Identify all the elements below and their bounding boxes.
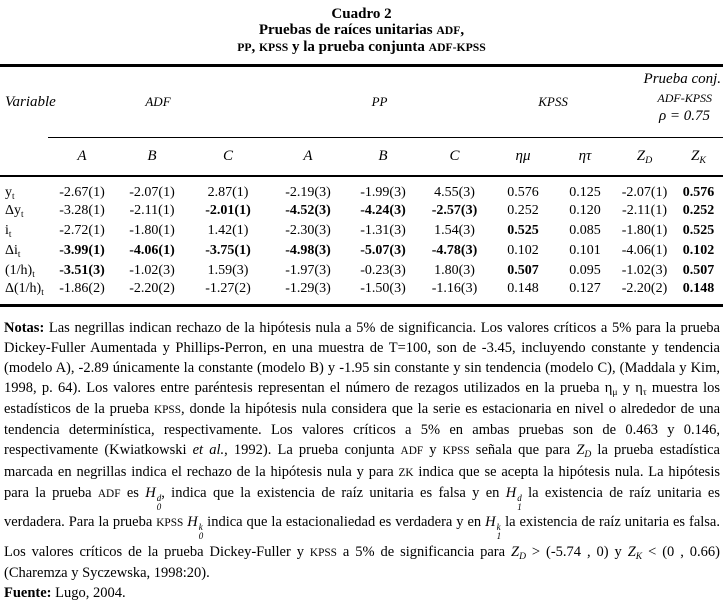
cell-adf-a: -2.72(1) — [59, 222, 105, 238]
conjoint-label: Prueba conj. — [643, 71, 722, 87]
table-row — [0, 221, 723, 241]
cell-eta-tau: 0.125 — [569, 184, 601, 200]
title-line-3: PP, KPSS y la prueba conjunta ADF-KPSS — [237, 39, 486, 55]
cell-eta-tau: 0.127 — [569, 280, 601, 296]
header-pp-group: PP — [268, 66, 491, 138]
cell-zk: 0.102 — [682, 242, 715, 258]
row-variable-label: $y_t$ — [5, 184, 15, 201]
row-variable-label: $(1/h)_t$ — [5, 262, 35, 279]
cell-zd: -4.06(1) — [621, 242, 668, 258]
cell-adf-a: -2.67(1) — [59, 184, 105, 200]
table-row — [0, 201, 723, 221]
group-header-row — [0, 66, 723, 138]
subheader-pp-a: A — [268, 138, 348, 176]
cell-pp-c: 1.80(3) — [434, 262, 475, 278]
table-row — [0, 261, 723, 281]
cell-adf-c: -1.27(2) — [205, 280, 251, 296]
cell-eta-mu: 0.252 — [507, 202, 539, 218]
cell-eta-mu: 0.507 — [507, 262, 539, 278]
cell-pp-a: -1.97(3) — [285, 262, 331, 278]
cell-zk: 0.252 — [682, 202, 715, 218]
notes-paragraph: Notas: Las negrillas indican rechazo de la hipótesis nula a 5% de significancia. Los valores críticos a 5% para la prueba Dickey-Fuller Aumentada y Phillips-Perron, en una muestra de T=100, son de -3.45, incluyendo constante y tendencia (modelo A), -2.89 únicamente la constante (modelo B) y -1.95 sin constante y sin tendencia (modelo C), (Maddala y Kim, 1998, p. 64). Los valores entre paréntesis representan el número de rezagos utilizados en la prueba $\eta_\mu$ y $\eta_\tau$ muestra los estadísticos de la prueba KPSS, donde la hipótesis nula considera que la serie es estacionaria en nivel o alrededor de una tendencia determinística, respectivamente. Los valores críticos a 5% en ambas pruebas son de 0.463 y 0.146, respectivamente (Kwiatkowski et al., 1992). La prueba conjunta ADF y KPSS señala que para $Z_D$ la prueba estadística marcada en negrillas indica el rechazo de la hipótesis nula y para ZK indica que se acepta la hipótesis nula. La hipótesis para la prueba ADF es H d 0 , indica que la existencia de raíz unitaria es falsa y en H d 1 la existencia de raíz unitaria es verdadera. Para la prueba KPSS H k 0 indica que la estacionaliedad es verdadera y en H k 1 la existencia de raíz unitaria es falsa. Los valores críticos de la prueba Dickey-Fuller y KPSS a 5% de significancia para $Z_D > (-5.74$ , 0) y $Z_K < (0$ , 0.66) (Charemza y Syczewska, 1998:20). — [4, 319, 721, 581]
cell-adf-c: -3.75(1) — [205, 242, 251, 258]
cell-eta-tau: 0.101 — [569, 242, 601, 258]
subheader-pp-c: C — [418, 138, 491, 176]
cell-pp-a: -4.98(3) — [285, 242, 331, 258]
cell-pp-a: -4.52(3) — [285, 202, 331, 218]
cell-eta-mu: 0.102 — [507, 242, 539, 258]
cell-eta-tau: 0.120 — [569, 202, 601, 218]
cell-adf-c: 1.42(1) — [207, 222, 249, 238]
cell-adf-b: -1.80(1) — [129, 222, 175, 238]
cell-adf-b: -2.20(2) — [129, 280, 175, 296]
title-line-1: Cuadro 2 — [331, 6, 392, 22]
cell-pp-c: -4.78(3) — [431, 242, 478, 258]
subheader-adf-a: A — [48, 138, 116, 176]
row-variable-label: $i_t$ — [5, 222, 12, 239]
table-row — [0, 241, 723, 261]
cell-adf-a: -1.86(2) — [59, 280, 105, 296]
subheader-adf-c: C — [188, 138, 268, 176]
cell-adf-c: 1.59(3) — [207, 262, 249, 278]
conjoint-rho-value: ρ = 0.75 — [658, 108, 711, 124]
cell-adf-c: 2.87(1) — [207, 184, 249, 200]
cell-pp-c: -2.57(3) — [431, 202, 478, 218]
cell-pp-b: -1.31(3) — [360, 222, 406, 238]
cell-adf-a: -3.28(1) — [59, 202, 105, 218]
cell-zd: -2.07(1) — [621, 184, 668, 200]
row-variable-label: $\Delta(1/h)_t$ — [5, 280, 44, 297]
cell-pp-a: -2.19(3) — [285, 184, 331, 200]
subheader-row — [0, 138, 723, 176]
cell-adf-c: -2.01(1) — [205, 202, 251, 218]
subheader-eta-tau: ητ — [555, 138, 615, 176]
table-row — [0, 176, 723, 201]
cell-pp-a: -1.29(3) — [285, 280, 331, 296]
subheader-zd: $Z_D$ — [615, 138, 674, 176]
cell-eta-mu: 0.525 — [507, 222, 539, 238]
cell-eta-tau: 0.095 — [569, 262, 601, 278]
row-variable-label: $\Delta i_t$ — [5, 242, 21, 259]
unit-root-tests-table — [0, 64, 723, 307]
cell-pp-b: -1.50(3) — [360, 280, 406, 296]
cell-zd: -2.20(2) — [621, 280, 668, 296]
cell-eta-tau: 0.085 — [569, 222, 601, 238]
cell-pp-b: -5.07(3) — [360, 242, 406, 258]
cell-zd: -2.11(1) — [622, 202, 667, 218]
cell-adf-b: -2.11(1) — [129, 202, 175, 218]
cell-adf-a: -3.51(3) — [59, 262, 105, 278]
cell-pp-c: -1.16(3) — [431, 280, 478, 296]
source-line: Fuente: Lugo, 2004. — [4, 585, 126, 602]
cell-pp-c: 4.55(3) — [434, 184, 475, 200]
cell-zk: 0.525 — [682, 222, 715, 238]
cell-zd: -1.02(3) — [621, 262, 668, 278]
subheader-pp-b: B — [348, 138, 418, 176]
cell-adf-a: -3.99(1) — [59, 242, 105, 258]
cell-pp-b: -0.23(3) — [360, 262, 406, 278]
table-row — [0, 281, 723, 306]
subheader-zk: $Z_K$ — [674, 138, 723, 176]
cell-zk: 0.148 — [682, 280, 715, 296]
cell-pp-a: -2.30(3) — [285, 222, 331, 238]
cell-eta-mu: 0.576 — [507, 184, 539, 200]
header-conjoint-group — [615, 66, 723, 138]
subheader-empty — [0, 138, 48, 176]
title-line-2: Pruebas de raíces unitarias ADF, — [258, 22, 465, 38]
header-adf-group: ADF — [48, 66, 268, 138]
cell-zk: 0.507 — [682, 262, 715, 278]
table-title — [0, 0, 723, 56]
header-kpss-group: KPSS — [491, 66, 615, 138]
row-variable-label: $\Delta y_t$ — [5, 202, 24, 219]
conjoint-test-name: ADF-KPSS — [657, 91, 713, 105]
cell-adf-b: -4.06(1) — [129, 242, 175, 258]
cell-adf-b: -2.07(1) — [129, 184, 175, 200]
cell-zd: -1.80(1) — [621, 222, 668, 238]
cell-pp-b: -1.99(3) — [360, 184, 406, 200]
cell-zk: 0.576 — [682, 184, 715, 200]
cell-pp-c: 1.54(3) — [434, 222, 475, 238]
cell-eta-mu: 0.148 — [507, 280, 539, 296]
header-variable: Variable — [5, 93, 56, 110]
cell-pp-b: -4.24(3) — [360, 202, 406, 218]
subheader-adf-b: B — [116, 138, 188, 176]
cell-adf-b: -1.02(3) — [129, 262, 175, 278]
subheader-eta-mu: ημ — [491, 138, 555, 176]
